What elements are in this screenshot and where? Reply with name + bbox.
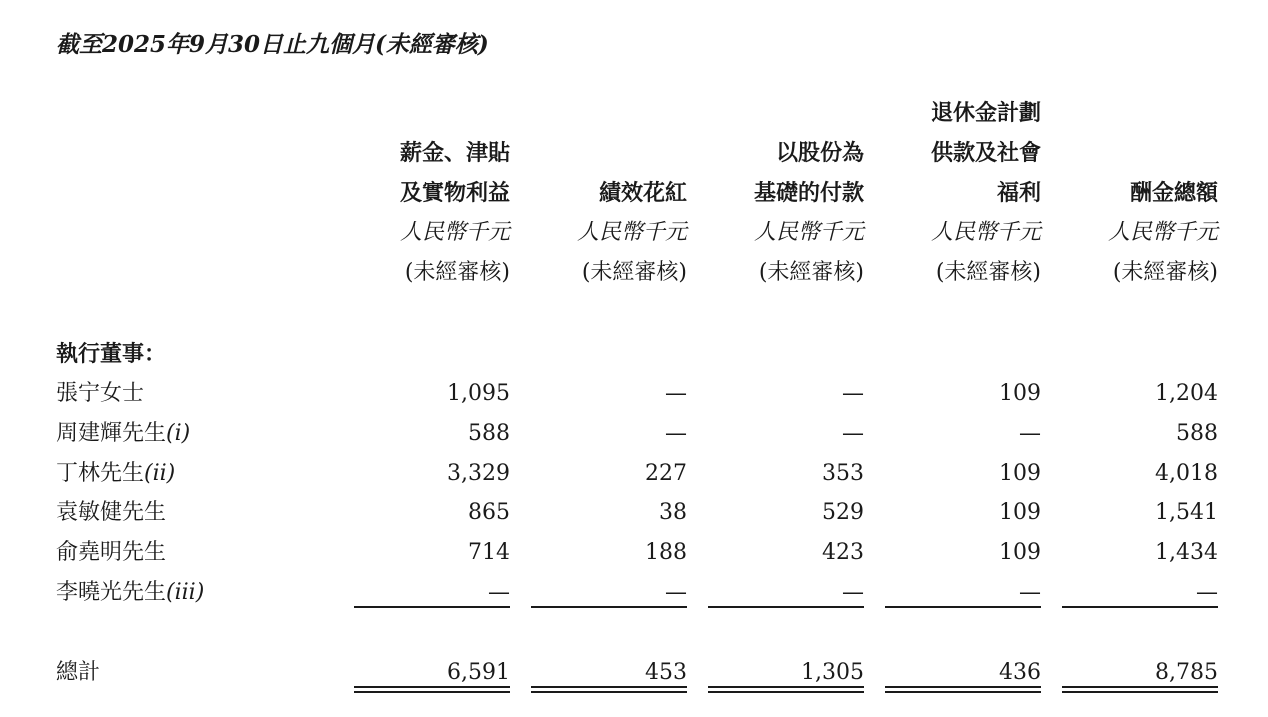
table-cell: 865 — [468, 500, 510, 525]
column-4-header-line-3: 福利 — [996, 180, 1041, 206]
column-2-unit: 人民幣千元 — [576, 220, 687, 245]
footnote-marker: (ii) — [144, 461, 176, 486]
director-name: 張宁女士 — [56, 381, 145, 406]
table-cell: — — [488, 580, 510, 605]
table-cell: 4,018 — [1155, 461, 1218, 486]
table-cell: 588 — [468, 421, 510, 446]
row-label — [56, 454, 175, 494]
table-title: 截至2025年9月30日止九個月(未經審核) — [56, 31, 489, 58]
column-3-total-double-rule — [708, 686, 864, 693]
column-3-header-line-2: 以股份為 — [775, 140, 864, 166]
director-name: 俞堯明先生 — [56, 540, 167, 565]
table-cell: 588 — [1176, 421, 1218, 446]
table-cell: 109 — [999, 500, 1041, 525]
row-label — [56, 573, 204, 613]
table-cell: 227 — [645, 461, 687, 486]
table-cell: 1,204 — [1155, 381, 1218, 406]
table-cell: 109 — [999, 381, 1041, 406]
table-cell: — — [1019, 421, 1041, 446]
column-4-total-double-rule — [885, 686, 1041, 693]
total-cell: 6,591 — [447, 660, 510, 685]
row-label — [56, 414, 190, 454]
column-5-unit: 人民幣千元 — [1107, 220, 1218, 245]
row-label — [56, 374, 144, 414]
column-3-unit: 人民幣千元 — [753, 220, 864, 245]
row-label — [56, 533, 166, 573]
column-3-header-line-3: 基礎的付款 — [753, 180, 864, 206]
table-cell: — — [842, 381, 864, 406]
table-cell: 38 — [659, 500, 687, 525]
table-cell: — — [665, 421, 687, 446]
table-cell: 353 — [822, 461, 864, 486]
table-cell: 423 — [822, 540, 864, 565]
table-cell: 529 — [822, 500, 864, 525]
column-4-header-line-1: 退休金計劃 — [930, 100, 1041, 126]
director-name: 袁敏健先生 — [56, 500, 167, 525]
section-title-executive-directors: 執行董事： — [56, 341, 167, 367]
column-5-note: (未經審核) — [1112, 260, 1218, 285]
total-label: 總計 — [56, 660, 101, 685]
row-label — [56, 493, 166, 533]
table-cell: — — [665, 580, 687, 605]
director-name: 李曉光先生 — [56, 580, 167, 605]
total-cell: 1,305 — [801, 660, 864, 685]
column-3-note: (未經審核) — [758, 260, 864, 285]
column-4-subtotal-rule — [885, 606, 1041, 608]
total-cell: 436 — [999, 660, 1041, 685]
column-1-header-line-2: 薪金、津貼 — [399, 140, 510, 166]
table-cell: — — [665, 381, 687, 406]
column-2-total-double-rule — [531, 686, 687, 693]
table-cell: 1,095 — [447, 381, 510, 406]
table-cell: — — [842, 580, 864, 605]
director-name: 周建輝先生 — [56, 421, 167, 446]
footnote-marker: (i) — [166, 421, 191, 446]
column-1-header-line-3: 及實物利益 — [399, 180, 510, 206]
column-2-subtotal-rule — [531, 606, 687, 608]
table-cell: — — [1196, 580, 1218, 605]
table-cell: 109 — [999, 540, 1041, 565]
column-5-header-line-3: 酬金總額 — [1129, 180, 1218, 206]
column-2-header-line-3: 績效花紅 — [598, 180, 687, 206]
column-1-note: (未經審核) — [404, 260, 510, 285]
table-cell: 714 — [468, 540, 510, 565]
table-cell: 1,434 — [1155, 540, 1218, 565]
column-2-note: (未經審核) — [581, 260, 687, 285]
total-cell: 8,785 — [1155, 660, 1218, 685]
column-1-subtotal-rule — [354, 606, 510, 608]
table-cell: — — [1019, 580, 1041, 605]
footnote-marker: (iii) — [166, 580, 205, 605]
column-3-subtotal-rule — [708, 606, 864, 608]
column-4-note: (未經審核) — [935, 260, 1041, 285]
table-cell: 1,541 — [1155, 500, 1218, 525]
column-4-unit: 人民幣千元 — [930, 220, 1041, 245]
total-cell: 453 — [645, 660, 687, 685]
table-cell: 188 — [645, 540, 687, 565]
column-5-subtotal-rule — [1062, 606, 1218, 608]
table-cell: 109 — [999, 461, 1041, 486]
table-cell: 3,329 — [447, 461, 510, 486]
table-cell: — — [842, 421, 864, 446]
column-5-total-double-rule — [1062, 686, 1218, 693]
director-name: 丁林先生 — [56, 461, 145, 486]
column-4-header-line-2: 供款及社會 — [930, 140, 1041, 166]
column-1-unit: 人民幣千元 — [399, 220, 510, 245]
column-1-total-double-rule — [354, 686, 510, 693]
